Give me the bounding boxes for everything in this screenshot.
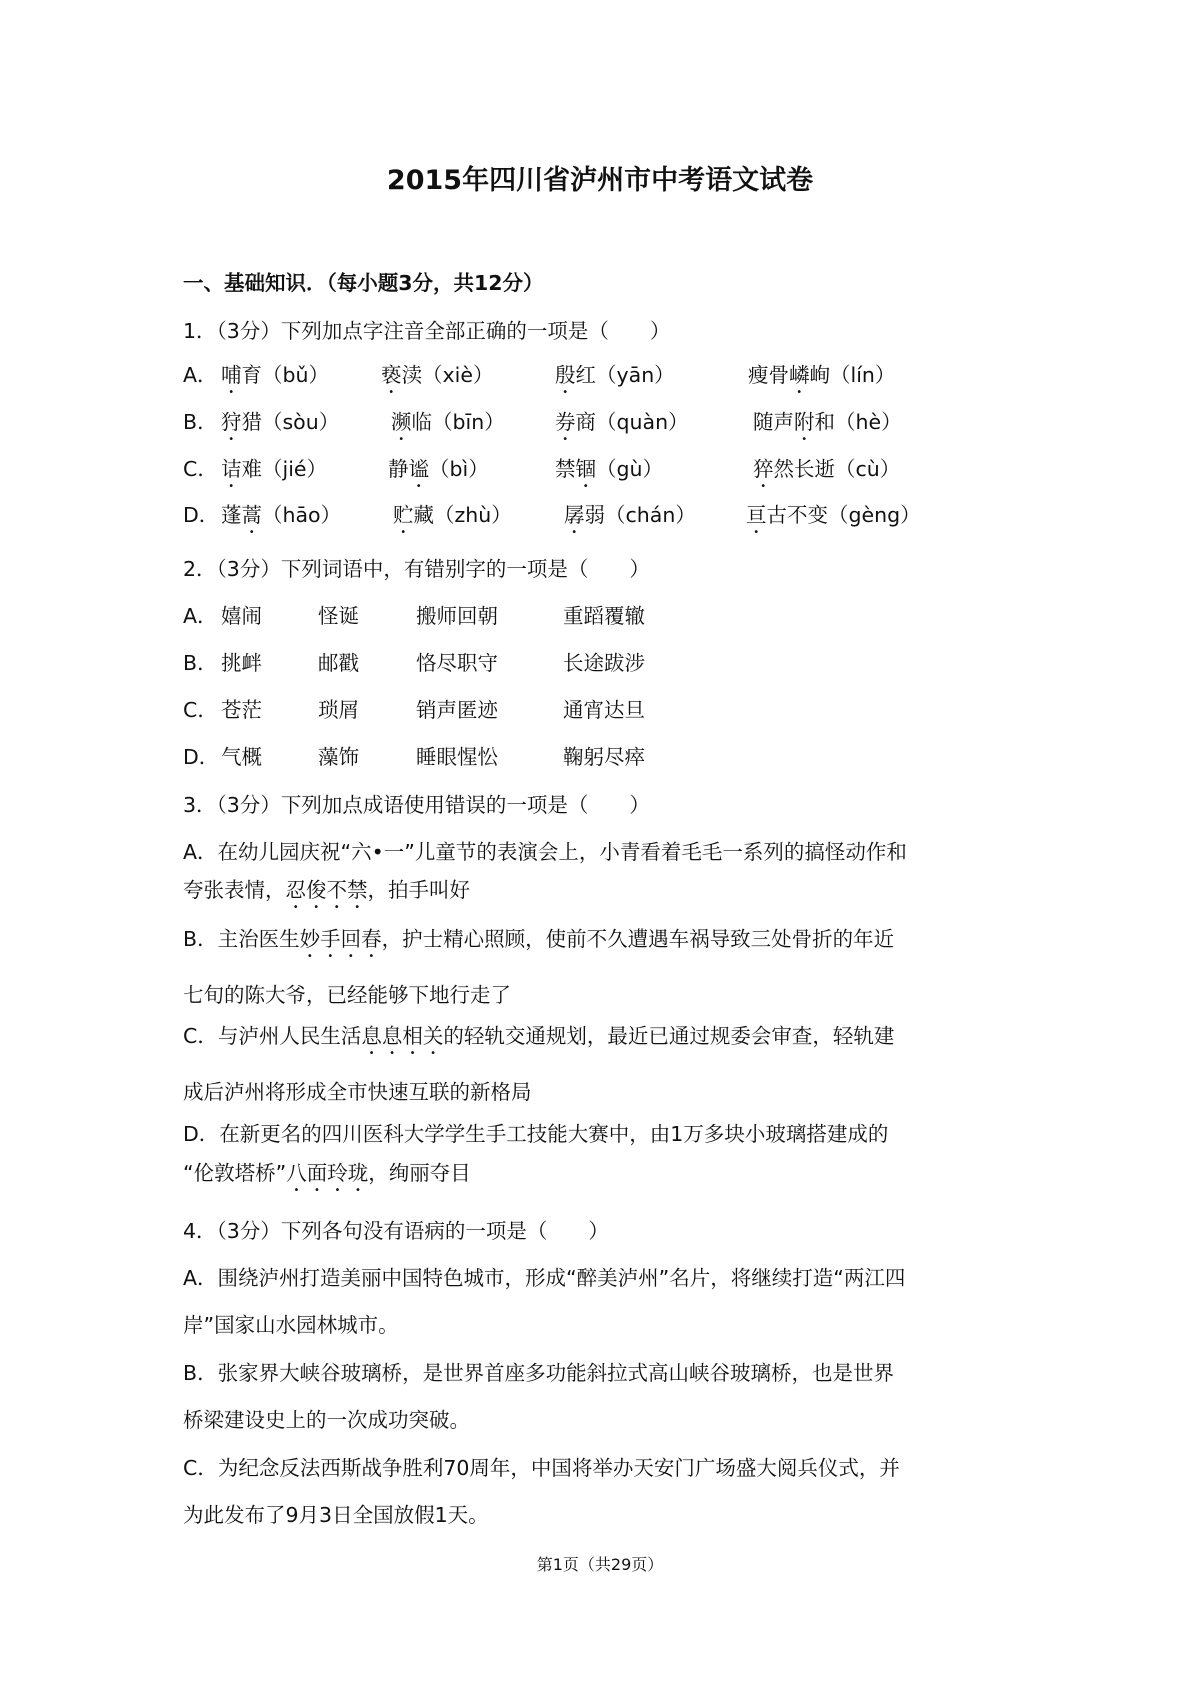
option-term: 蓬蒿（hāo） (221, 503, 342, 527)
option-term: 亵渎（xiè） (381, 363, 494, 387)
option-word: 恪尽职守 (416, 651, 498, 675)
option-term: 瘦骨嶙峋（lín） (748, 363, 896, 387)
option-term: 静谧（bì） (388, 457, 489, 481)
q3-option-a-line2: 夸张表情，忍俊不禁，拍手叫好 (183, 878, 470, 902)
option-letter: B． (183, 410, 218, 434)
q3-option-b-line2: 七旬的陈大爷，已经能够下地行走了 (183, 983, 511, 1007)
q3-option-c-line1: C．与泸州人民生活息息相关的轻轨交通规划，最近已通过规委会审查，轻轨建 (183, 1024, 895, 1048)
option-letter: C． (183, 457, 218, 481)
option-word: 睡眼惺忪 (416, 745, 498, 769)
question-1-stem: 1．（3分）下列加点字注音全部正确的一项是（ ） (183, 319, 671, 343)
option-word: 长途跋涉 (563, 651, 645, 675)
option-term: 贮藏（zhù） (393, 503, 512, 527)
option-term: 孱弱（chán） (564, 503, 696, 527)
option-term: 券商（quàn） (555, 410, 689, 434)
option-term: 殷红（yān） (555, 363, 675, 387)
q4-option-b-line2: 桥梁建设史上的一次成功突破。 (183, 1408, 470, 1432)
question-3-stem: 3．（3分）下列加点成语使用错误的一项是（ ） (183, 793, 650, 817)
q3-option-c-line2: 成后泸州将形成全市快速互联的新格局 (183, 1080, 532, 1104)
q3-option-d-line2: “伦敦塔桥”八面玲珑，绚丽夺目 (183, 1161, 471, 1185)
option-letter: B． (183, 651, 218, 675)
q4-option-a-line2: 岸”国家山水园林城市。 (183, 1313, 399, 1337)
option-word: 鞠躬尽瘁 (563, 745, 645, 769)
option-word: 邮戳 (318, 651, 359, 675)
option-word: 怪诞 (318, 604, 359, 628)
option-letter: A． (183, 363, 218, 387)
question-2-stem: 2．（3分）下列词语中，有错别字的一项是（ ） (183, 557, 650, 581)
q4-option-c-line1: C．为纪念反法西斯战争胜利70周年，中国将举办天安门广场盛大阅兵仪式，并 (183, 1456, 900, 1480)
question-4-stem: 4．（3分）下列各句没有语病的一项是（ ） (183, 1219, 609, 1243)
option-term: 诘难（jié） (221, 457, 328, 481)
section-heading: 一、基础知识．（每小题3分，共12分） (183, 271, 544, 295)
option-term: 亘古不变（gèng） (746, 503, 921, 527)
option-word: 嬉闹 (221, 604, 262, 628)
option-letter: D． (183, 745, 220, 769)
option-word: 挑衅 (221, 651, 262, 675)
option-term: 随声附和（hè） (753, 410, 902, 434)
option-word: 销声匿迹 (416, 698, 498, 722)
q3-option-b-line1: B．主治医生妙手回春，护士精心照顾，使前不久遭遇车祸导致三处骨折的年近 (183, 927, 895, 951)
option-word: 搬师回朝 (416, 604, 498, 628)
page-title: 2015年四川省泸州市中考语文试卷 (386, 165, 814, 196)
option-word: 重蹈覆辙 (563, 604, 645, 628)
option-term: 猝然长逝（cù） (753, 457, 901, 481)
option-word: 苍茫 (221, 698, 262, 722)
option-word: 气概 (221, 745, 262, 769)
option-letter: C． (183, 698, 218, 722)
option-term: 濒临（bīn） (391, 410, 505, 434)
option-word: 琐屑 (318, 698, 359, 722)
q4-option-c-line2: 为此发布了9月3日全国放假1天。 (183, 1503, 489, 1527)
option-term: 哺育（bǔ） (221, 363, 330, 387)
option-word: 通宵达旦 (563, 698, 645, 722)
q3-option-a-line1: A．在幼儿园庆祝“六•一”儿童节的表演会上，小青看着毛毛一系列的搞怪动作和 (183, 840, 907, 864)
option-letter: A． (183, 604, 218, 628)
q4-option-a-line1: A．围绕泸州打造美丽中国特色城市，形成“醉美泸州”名片，将继续打造“两江四 (183, 1266, 906, 1290)
option-letter: D． (183, 503, 220, 527)
q3-option-d-line1: D．在新更名的四川医科大学学生手工技能大赛中，由1万多块小玻璃搭建成的 (183, 1122, 889, 1146)
option-term: 狩猎（sòu） (221, 410, 340, 434)
q4-option-b-line1: B．张家界大峡谷玻璃桥，是世界首座多功能斜拉式高山峡谷玻璃桥，也是世界 (183, 1361, 895, 1385)
page-footer: 第1页（共29页） (536, 1555, 664, 1574)
option-term: 禁锢（gù） (555, 457, 664, 481)
option-word: 藻饰 (318, 745, 359, 769)
